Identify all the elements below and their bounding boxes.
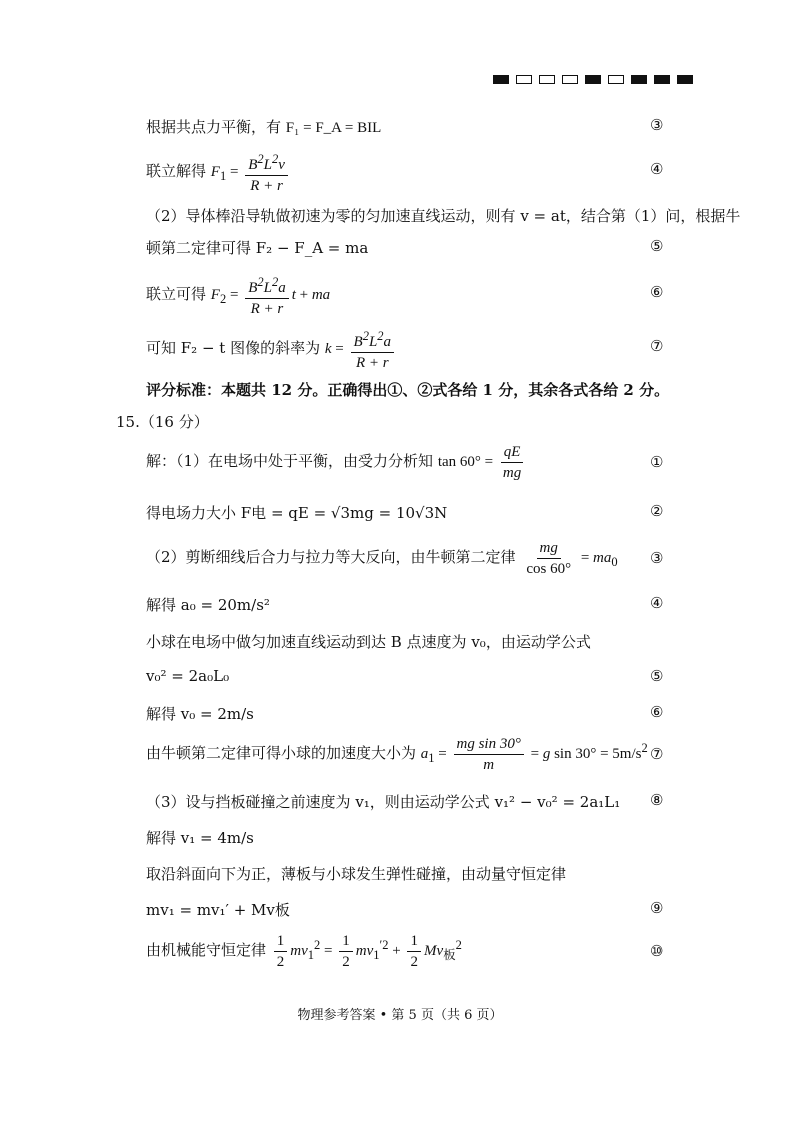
- eq-number: ⑨: [650, 899, 664, 917]
- text-line: 解得 v₀ = 2m/s: [146, 705, 254, 723]
- eq-line: [146, 443, 527, 482]
- eq-number: ④: [650, 160, 664, 178]
- eq-number: ③: [650, 549, 664, 567]
- eq-number: ②: [650, 502, 664, 520]
- equation: $a_1$ = $\frac{\text{mg sin 30°}}{m}$ = g $\sin 30^\circ = 5m/s^2$: [420, 736, 648, 773]
- eq-line: [146, 150, 291, 195]
- filled-square-icon: [585, 75, 601, 84]
- eq-number: ⑦: [650, 745, 664, 763]
- outline-square-icon: [516, 75, 532, 84]
- eq-line: [146, 327, 397, 372]
- page-footer: 物理参考答案 • 第 5 页（共 6 页）: [297, 1008, 503, 1023]
- text-line: 得电场力大小 F电 = qE = √3mg = 10√3N: [146, 504, 448, 522]
- line-text: 由机械能守恒定律: [146, 940, 267, 959]
- eq-number: ⑧: [650, 791, 664, 809]
- line-text: 解：（1）在电场中处于平衡，由受力分析知: [146, 451, 434, 470]
- text-line: 解得 a₀ = 20m/s²: [146, 596, 270, 614]
- equation: $F_1$ = $\frac{B^2L^2v}{R + r}$: [211, 164, 291, 180]
- eq-number: ⑤: [650, 667, 664, 685]
- line-text: 联立解得: [146, 161, 207, 180]
- eq-number: ④: [650, 594, 664, 612]
- text-line: 解得 v₁ = 4m/s: [146, 829, 254, 847]
- text-line: 顿第二定律可得 F₂ − F_A = ma: [146, 239, 369, 257]
- eq-number: ⑥: [650, 703, 664, 721]
- filled-square-icon: [677, 75, 693, 84]
- filled-square-icon: [493, 75, 509, 84]
- eq-line: [146, 539, 618, 578]
- equation: $\frac{mg}{\cos 60^\circ}$ = $ma_0$: [526, 540, 618, 577]
- outline-square-icon: [608, 75, 624, 84]
- text-line: （3）设与挡板碰撞之前速度为 v₁，则由运动学公式 v₁² − v₀² = 2a₁L₁: [146, 793, 621, 811]
- question-heading: 15.（16 分）: [116, 413, 209, 431]
- eq-number: ①: [650, 453, 664, 471]
- text-line: mv₁ = mv₁′ + Mv板: [146, 901, 290, 919]
- eq-number: ③: [650, 116, 664, 134]
- equation: $F_2$ = $\frac{B^2L^2a}{R + r}$ t + ma: [210, 275, 331, 317]
- eq-number: ⑤: [650, 237, 664, 255]
- filled-square-icon: [631, 75, 647, 84]
- filled-square-icon: [654, 75, 670, 84]
- eq-line: [146, 735, 648, 774]
- text-line: （2）导体棒沿导轨做初速为零的匀加速直线运动，则有 v = at，结合第（1）问，根据牛: [146, 207, 741, 225]
- header-marks: [486, 70, 693, 88]
- eq-number: ⑦: [650, 337, 664, 355]
- equation: tan 60° = $\frac{qE}{mg}$: [438, 454, 527, 470]
- line-text: 由牛顿第二定律可得小球的加速度大小为: [146, 743, 417, 762]
- eq-line: [146, 273, 330, 318]
- eq-number: ⑥: [650, 283, 664, 301]
- line-text: 联立可得: [146, 284, 207, 303]
- line-text: （2）剪断细线后合力与拉力等大反向，由牛顿第二定律: [146, 547, 516, 566]
- equation: F₁ = F_A = BIL: [285, 120, 382, 136]
- outline-square-icon: [539, 75, 555, 84]
- scoring-criteria: 评分标准：本题共 12 分。正确得出①、②式各给 1 分，其余各式各给 2 分。: [146, 381, 670, 399]
- line-text: 根据共点力平衡，有: [146, 118, 282, 136]
- equation: $\frac{1}{2}$ $mv_1^2$ = $\frac{1}{2}$ $mv_1^{'2}$ + $\frac{1}{2}$ $Mv_板^2$: [271, 943, 462, 959]
- line-text: 可知 F₂ − t 图像的斜率为: [146, 338, 321, 357]
- outline-square-icon: [562, 75, 578, 84]
- text-line: v₀² = 2a₀L₀: [146, 667, 230, 685]
- eq-number: ⑩: [650, 942, 664, 960]
- text-line: 取沿斜面向下为正，薄板与小球发生弹性碰撞，由动量守恒定律: [146, 865, 567, 883]
- eq-line: [146, 116, 381, 137]
- text-line: 小球在电场中做匀加速直线运动到达 B 点速度为 v₀，由运动学公式: [146, 633, 591, 651]
- equation: k = $\frac{B^2L^2a}{R + r}$: [325, 341, 397, 357]
- eq-line: [146, 932, 462, 971]
